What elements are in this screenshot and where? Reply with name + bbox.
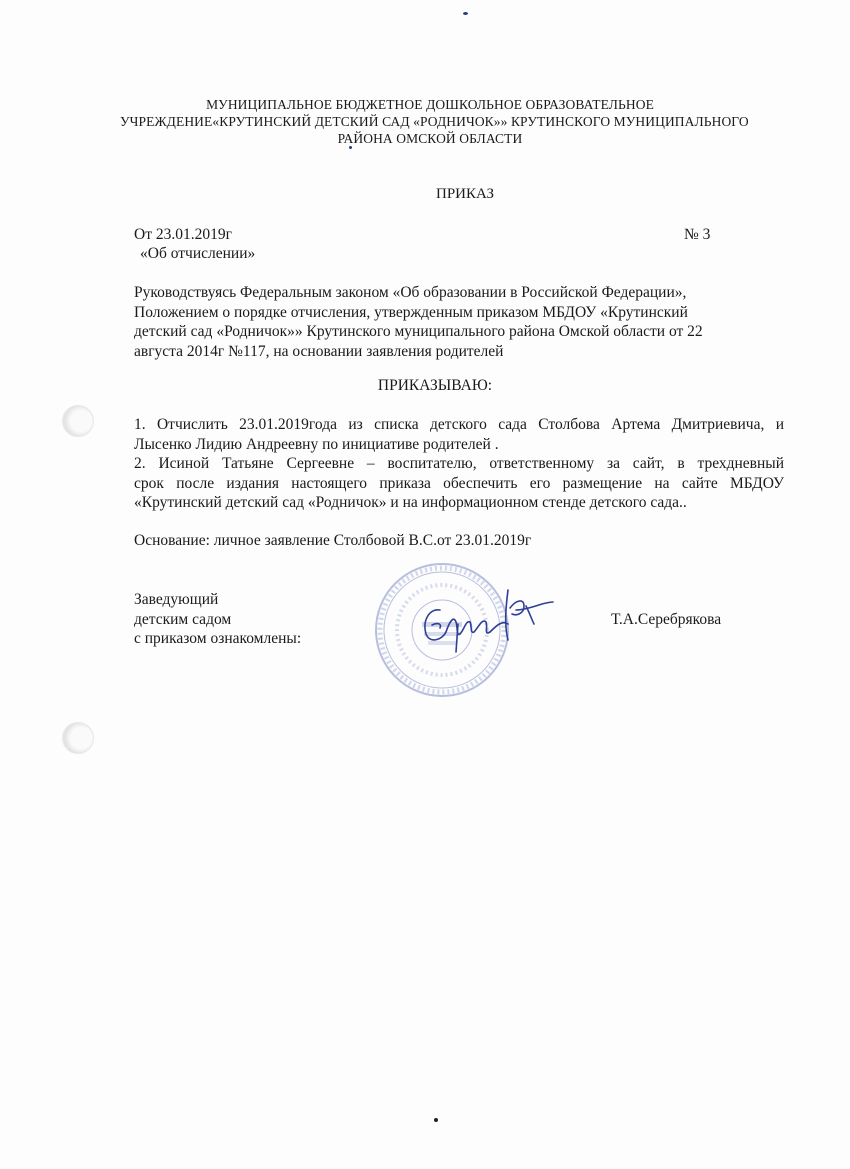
list-item: «Крутинский детский сад «Родничок» и на информационном стенде детского сада.. bbox=[134, 494, 687, 511]
scan-speck bbox=[463, 12, 468, 15]
signer-position: детским садом bbox=[134, 610, 232, 628]
order-subject: «Об отчислении» bbox=[140, 245, 256, 262]
basis-line: Основание: личное заявление Столбовой В.С.от 23.01.2019г bbox=[134, 532, 532, 549]
list-item: 2. Исиной Татьяне Сергеевне – воспитателю, ответственному за сайт, в трехдневный bbox=[134, 455, 784, 472]
header-line: РАЙОНА ОМСКОЙ ОБЛАСТИ bbox=[337, 131, 523, 146]
handwritten-signature-icon bbox=[412, 580, 562, 655]
punch-hole bbox=[62, 405, 94, 437]
acquainted-label: с приказом ознакомлены: bbox=[134, 630, 302, 647]
header-line: УЧРЕЖДЕНИЕ«КРУТИНСКИЙ ДЕТСКИЙ САД «РОДНИЧОК»» КРУТИНСКОГО МУНИЦИПАЛЬНОГО bbox=[120, 114, 749, 129]
list-item: Лысенко Лидию Андреевну по инициативе родителей . bbox=[134, 435, 499, 453]
punch-hole bbox=[62, 722, 94, 754]
intro-paragraph: Руководствуясь Федеральным законом «Об образовании в Российской Федерации», Положением о порядке отчисления, утвержденным приказом МБДОУ «Крутинский детский сад «Родничок»» Крутинского муниципального района Омской области от 22 августа 2014г №117, на основании заявления родителей bbox=[134, 284, 703, 360]
order-date: От 23.01.2019г bbox=[134, 226, 232, 243]
order-items bbox=[134, 415, 784, 513]
list-item: 1. Отчислить 23.01.2019года из списка детского сада Столбова Артема Дмитриевича, и bbox=[134, 416, 784, 433]
list-item: срок после издания настоящего приказа обеспечить его размещение на сайте МБДОУ bbox=[134, 474, 784, 492]
signature-block bbox=[134, 590, 301, 649]
signer-position: Заведующий bbox=[134, 591, 219, 608]
signer-name: Т.А.Серебрякова bbox=[611, 611, 722, 628]
document-title: ПРИКАЗ bbox=[436, 186, 494, 202]
institution-header bbox=[120, 96, 749, 147]
order-number: № 3 bbox=[684, 226, 711, 243]
order-heading: ПРИКАЗЫВАЮ: bbox=[377, 377, 493, 394]
header-line: МУНИЦИПАЛЬНОЕ БЮДЖЕТНОЕ ДОШКОЛЬНОЕ ОБРАЗОВАТЕЛЬНОЕ bbox=[206, 97, 654, 112]
scan-speck bbox=[434, 1118, 438, 1122]
